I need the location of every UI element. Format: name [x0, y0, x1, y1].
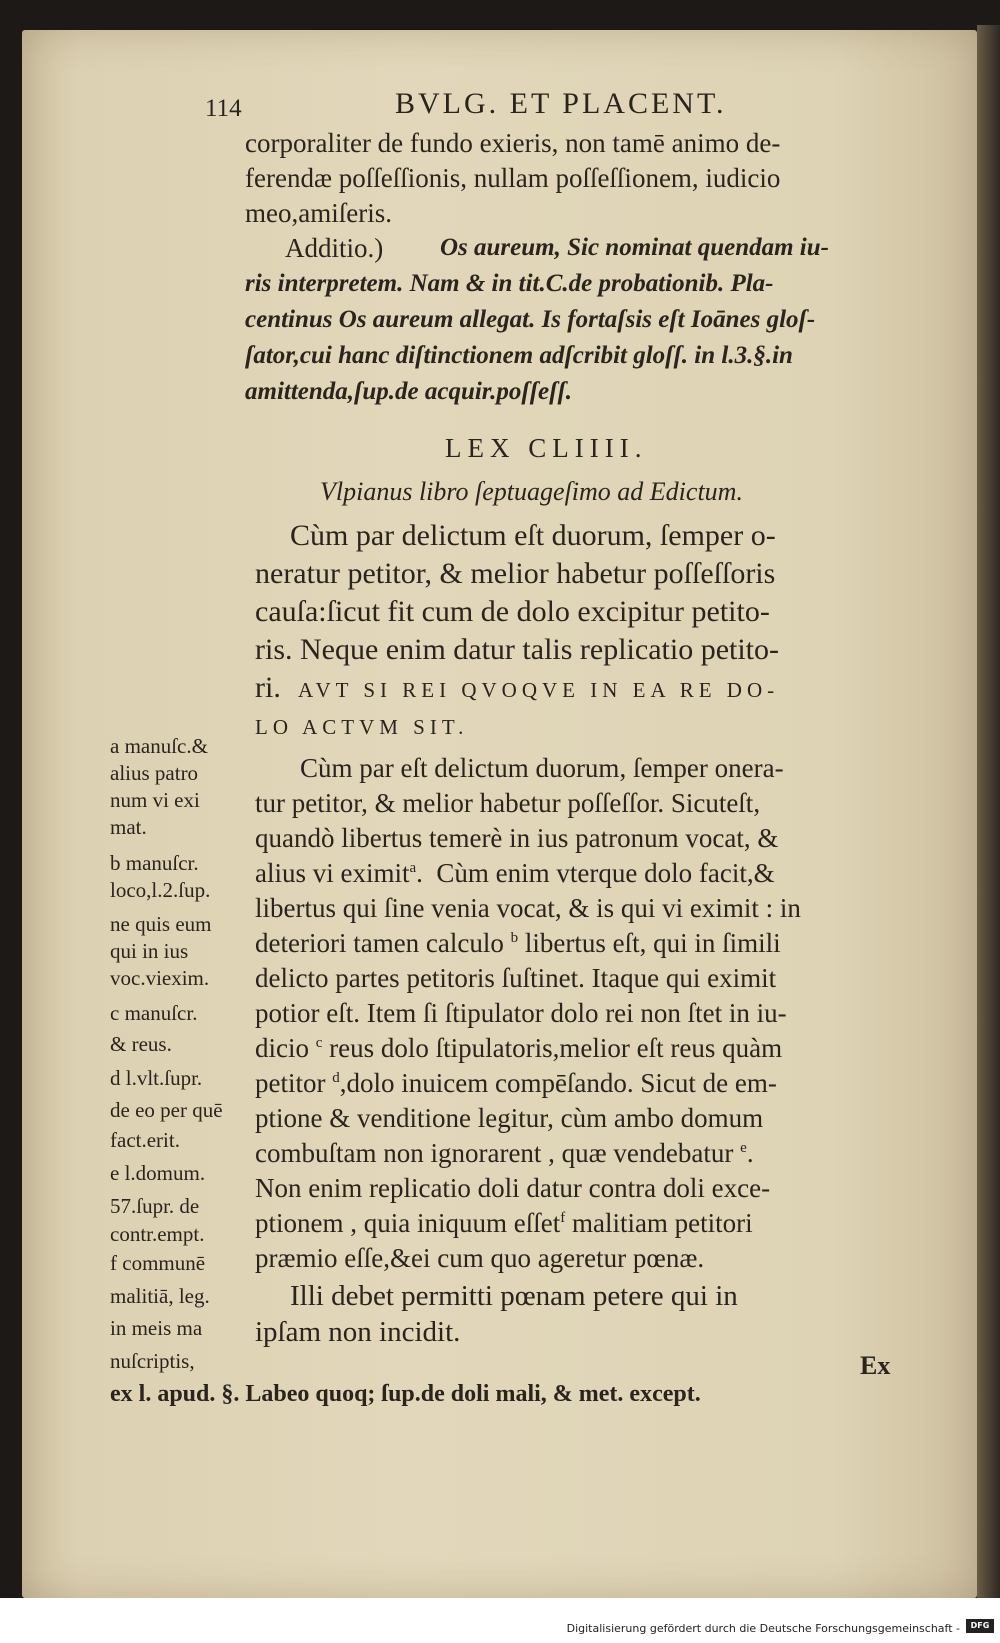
commentary-text: ptionem , quia iniquum eſſet [255, 1208, 561, 1238]
commentary-line [255, 1067, 777, 1099]
commentary-line: ptione & venditione legitur, cùm ambo domum [255, 1103, 764, 1133]
marginal-note: ne quis eum [110, 912, 212, 936]
marginal-note: mat. [110, 815, 147, 839]
commentary-text: deteriori tamen calculo [255, 928, 504, 958]
lex-heading: LEX CLIIII. [445, 433, 648, 463]
marginal-note: a manuſc.& [110, 734, 208, 758]
lex-line: cauſa:ſicut fit cum de dolo excipitur petito- [255, 595, 770, 628]
lex-line: Cùm par delictum eſt duorum, ſemper o- [290, 519, 776, 552]
commentary-text: dicio [255, 1033, 309, 1063]
footer-bar [0, 1598, 1000, 1643]
additio-line: ſator,cui hanc diſtinctionem adſcribit gloſſ. in l.3.§.in [245, 342, 793, 369]
commentary-line: Cùm par eſt delictum duorum, ſemper onera- [300, 753, 784, 783]
marginal-note: & reus. [110, 1032, 172, 1056]
funding-credit: Digitalisierung gefördert durch die Deutsche Forschungsgemeinschaft - [566, 1622, 960, 1635]
lex-smallcaps: AVT SI REI QVOQVE IN EA RE DO- [298, 678, 780, 702]
marginal-note: alius patro [110, 761, 199, 785]
page-number: 114 [205, 95, 242, 122]
book-edge [977, 25, 1000, 1605]
commentary-line: delicto partes petitoris ſuſtinet. Itaque qui eximit [255, 963, 777, 993]
lex-smallcaps: LO ACTVM SIT. [255, 715, 469, 739]
commentary-line: Illi debet permitti pœnam petere qui in [290, 1280, 738, 1312]
commentary-text: libertus eſt, qui in ſimili [524, 928, 781, 958]
additio-line: amittenda,ſup.de acquir.poſſeſſ. [245, 378, 573, 405]
marginal-note: b manuſcr. [110, 851, 199, 875]
commentary-text: ,dolo inuicem compēſando. Sicut de em- [339, 1068, 777, 1098]
marginal-note: fact.erit. [110, 1128, 180, 1152]
body-line: corporaliter de fundo exieris, non tamē animo de- [245, 128, 781, 158]
commentary-line: tur petitor, & melior habetur poſſeſſor. Sicuteſt, [255, 788, 761, 818]
marginal-note: malitiā, leg. [110, 1284, 210, 1308]
marginal-note: c manuſcr. [110, 1001, 198, 1025]
marginal-note: 57.ſupr. de [110, 1194, 200, 1218]
commentary-text: Cùm enim vterque dolo facit,& [436, 858, 775, 888]
commentary-line: combuſtam non ignorarent , quæ vendebatur $^e$. [255, 1138, 754, 1168]
marginal-note-continuation: ex l. apud. §. Labeo quoq; ſup.de doli mali, & met. except. [110, 1381, 701, 1407]
marginal-note: contr.empt. [110, 1222, 205, 1246]
footnote-mark: f [560, 1210, 566, 1226]
footnote-mark: a [409, 860, 417, 876]
commentary-line: alius vi eximit$^a$. Cùm enim vterque dolo facit,& [255, 858, 775, 888]
lex-line: neratur petitor, & melior habetur poſſeſſoris [255, 557, 776, 590]
marginal-note: qui in ius [110, 939, 189, 963]
footnote-mark: e [740, 1140, 747, 1156]
footnote-mark: d [332, 1070, 340, 1086]
commentary-line: quandò libertus temerè in ius patronum vocat, & [255, 823, 779, 853]
additio-label: Additio.) [285, 233, 384, 263]
marginal-note: num vi exi [110, 788, 200, 812]
commentary-line [255, 1207, 753, 1239]
additio-line: ris interpretem. Nam & in tit.C.de probationib. Pla- [245, 270, 774, 297]
body-line: meo,amiſeris. [245, 198, 392, 228]
body-line: ferendæ poſſeſſionis, nullam poſſeſſionem, iudicio [245, 163, 781, 193]
marginal-note: in meis ma [110, 1316, 203, 1340]
commentary-line: ipſam non incidit. [255, 1316, 461, 1348]
footnote-mark: b [510, 930, 519, 946]
dfg-logo: DFG [966, 1619, 994, 1633]
commentary-line [255, 1032, 782, 1064]
marginal-note: nuſcriptis, [110, 1349, 195, 1373]
marginal-note: f communē [110, 1251, 206, 1275]
commentary-text: combuſtam non ignorarent , quæ vendebatur [255, 1138, 734, 1168]
running-head: BVLG. ET PLACENT. [395, 87, 727, 120]
additio-line: centinus Os aureum allegat. Is fortaſsis eſt Ioānes gloſ- [245, 306, 816, 333]
commentary-text: reus dolo ſtipulatoris,melior eſt reus quàm [329, 1033, 783, 1063]
catchword: Ex [860, 1351, 891, 1380]
commentary-text: petitor [255, 1068, 326, 1098]
commentary-line [255, 927, 781, 959]
additio-line: Os aureum, Sic nominat quendam iu- [440, 234, 829, 261]
commentary-text: malitiam petitori [571, 1208, 753, 1238]
commentary-line: præmio eſſe,&ei cum quo ageretur pœnæ. [255, 1243, 705, 1273]
commentary-text: alius vi eximit [255, 858, 410, 888]
lex-line: ris. Neque enim datur talis replicatio petito- [255, 633, 780, 666]
commentary-line: libertus qui ſine venia vocat, & is qui vi eximit : in [255, 893, 801, 923]
marginal-note: voc.viexim. [110, 966, 210, 990]
lex-line: ri. [255, 671, 281, 704]
commentary-line: potior eſt. Item ſi ſtipulator dolo rei non ſtet in iu- [255, 998, 787, 1028]
footnote-mark: c [315, 1035, 323, 1051]
marginal-note: e l.domum. [110, 1161, 206, 1185]
marginal-note: loco,l.2.ſup. [110, 878, 211, 902]
marginal-note: de eo per quē [110, 1098, 223, 1122]
commentary-line: Non enim replicatio doli datur contra doli exce- [255, 1173, 771, 1203]
lex-subheading: Vlpianus libro ſeptuageſimo ad Edictum. [320, 477, 743, 506]
marginal-note: d l.vlt.ſupr. [110, 1066, 203, 1090]
